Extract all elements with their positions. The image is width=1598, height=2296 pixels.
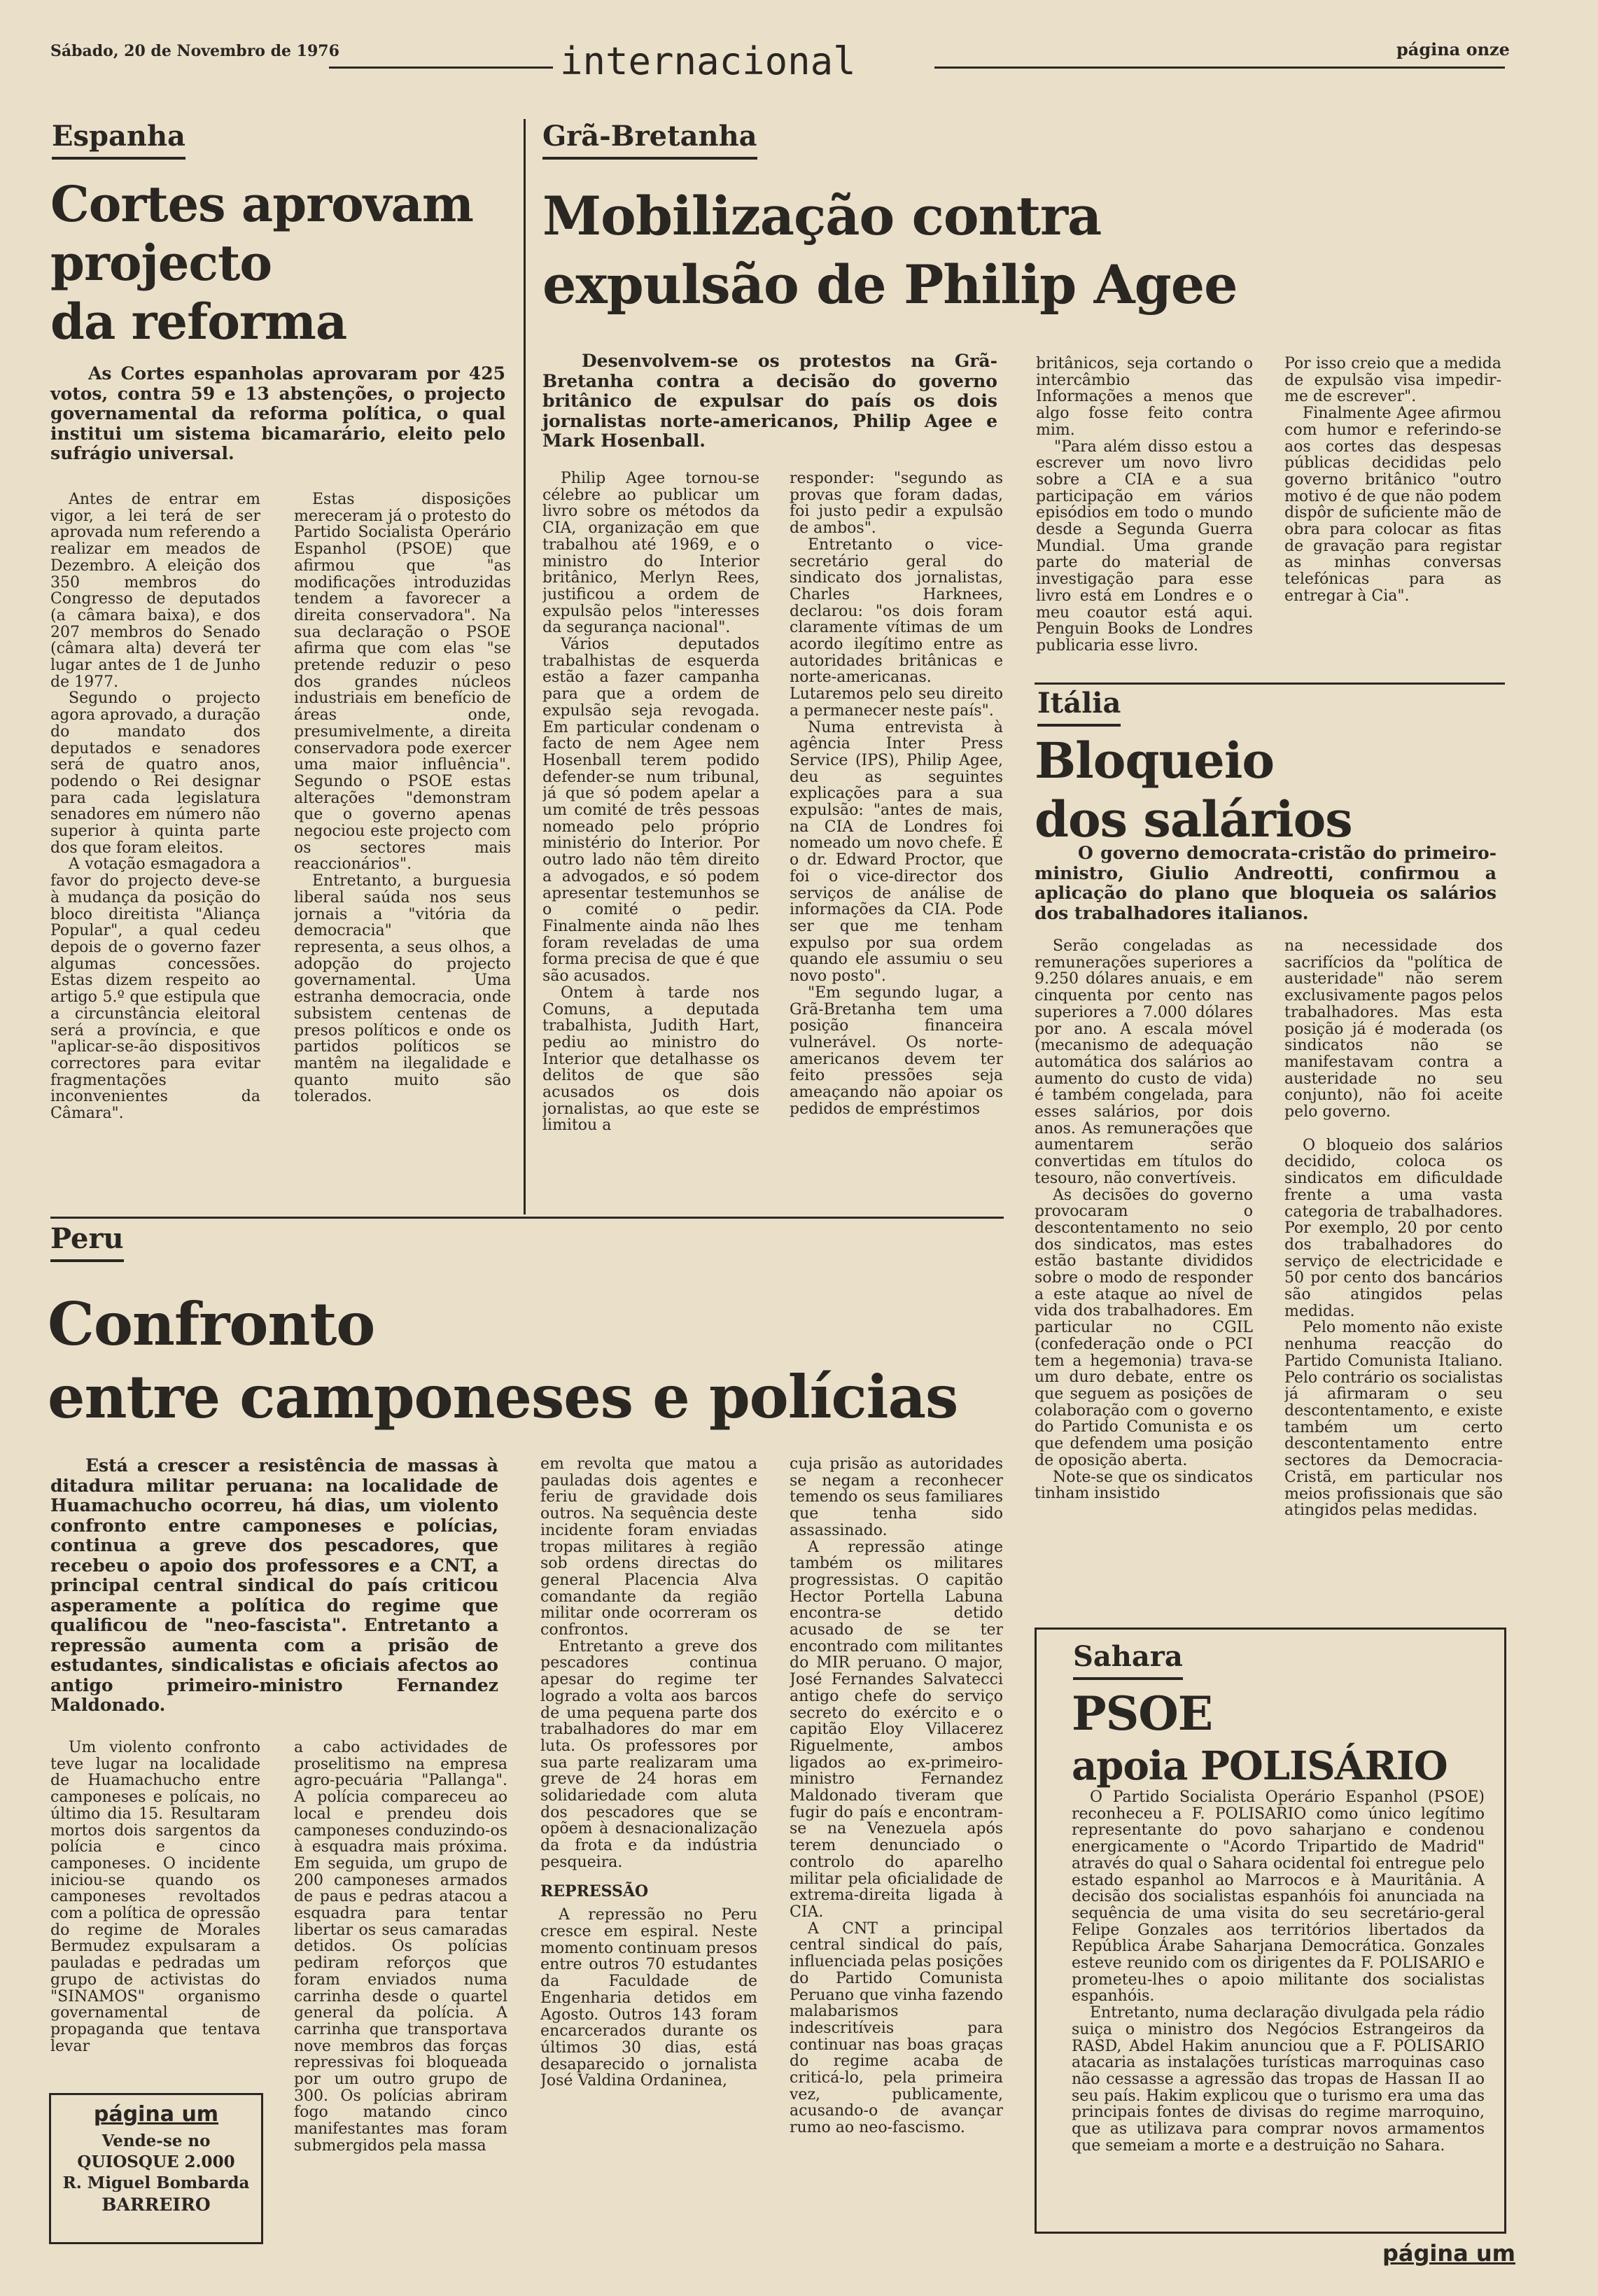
ad-line-4: BARREIRO — [101, 2194, 211, 2215]
peru-lead: Está a crescer a resistência de massas à ditadura militar peruana: na localidade de Huamachucho ocorreu, há dias, um violento confronto entre camponeses e polícias, continua a greve dos pescadores, que recebeu o apoio dos professores e a CNT, a principal central sindical do país criticou asperamente a política do regime que qualificou de "neo-fascista". Entretanto a repressão aumenta com a prisão de estudantes, sindicalistas e oficiais afectos ao antigo primeiro-ministro Fernandez Maldonado. — [50, 1455, 498, 1715]
paragraph: britânicos, seja cortando o intercâmbio das Informações a menos que algo fosse feito contra mim. — [1036, 356, 1253, 439]
paragraph: Entretanto, numa declaração divulgada pela rádio suiça o ministro dos Negócios Estrangeiros da RASD, Abdel Hakim anunciou que a F. POLISARIO atacaria as instalações turísticas marroquinas caso não cessasse a agressão das tropas de Hassan II ao seu país. Hakim explicou que o turismo era uma das principais fontes de divisas do regime marroquino, que as utilizava para comprar novos armamentos que semeiam a morte e a destruição no Sahara. — [1072, 2004, 1485, 2155]
peru-column-3 — [540, 1456, 757, 2254]
paragraph: Ontem à tarde nos Comuns, a deputada trabalhista, Judith Hart, pediu ao ministro do Interior que detalhasse os delitos de que são acusados os dois jornalistas, ao que este se limitou a — [542, 983, 759, 1135]
gra-bretanha-headline-line-2: expulsão de Philip Agee — [542, 253, 1238, 316]
paragraph: Numa entrevista à agência Inter Press Service (IPS), Philip Agee, deu as seguintes explicações para a sua expulsão: "antes de mais, na CIA de Londres foi nomeado um novo chefe. É o dr. Edward Proctor, que foi o vice-director dos serviços de análise de informações da CIA. Pode ser que me tenham expulso por sua ordem quando ele assumiu o seu novo posto". — [790, 718, 1003, 986]
paragraph: "Para além disso estou a escrever um novo livro sobre a CIA e a sua participação em vários episódios em todo o mundo desde a Segunda Guerra Mundial. Uma grande parte do material de investigação para esse livro está em Londres e o meu coautor está aqui. Penguin Books de Londres publicaria esse livro. — [1036, 438, 1253, 654]
paragraph: Philip Agee tornou-se célebre ao publicar um livro sobre os métodos da CIA, organização em que trabalhou até 1969, e o ministro do Interior britânico, Merlyn Rees, justificou a ordem de expulsão pelos "interesses da segurança nacional". — [542, 470, 759, 637]
italia-column-2 — [1284, 938, 1503, 1624]
paragraph: Vários deputados trabalhistas de esquerda estão a fazer campanha para que a ordem de expulsão seja revogada. Em particular condenam o facto de nem Agee nem Hosenball terem podido defender-se num tribunal, já que só podem apelar a um comité de três pessoas nomeado pelo próprio ministério do Interior. Por outro lado não têm direito a advogados, e só podem apresentar testemunhos se o comité o pedir. Finalmente ainda não lhes foram reveladas de uma forma precisa de que é que são acusados. — [542, 636, 759, 986]
paragraph: Finalmente Agee afirmou com humor e referindo-se aos cortes das despesas públicas decididas pelo governo britânico "outro motivo é de que não podem dispôr de suficiente mão de obra para colocar as fitas de gravação para registar as minhas conversas telefónicas para as entregar à Cia". — [1284, 405, 1501, 605]
paragraph: Entretanto, a burguesia liberal saúda nos seus jornais a "vitória da democracia" que representa, a seus olhos, a adopção do projecto governamental. Uma estranha democracia, onde subsistem centenas de presos políticos e onde os partidos políticos se mantêm na ilegalidade e quanto muito são tolerados. — [294, 872, 511, 1106]
page-number: página onze — [1396, 39, 1510, 59]
gra-bretanha-column-1 — [542, 470, 759, 1212]
espanha-column-2 — [294, 491, 511, 1212]
paragraph: Entretanto o vice-secretário geral do sindicato dos jornalistas, Charles Harknees, declarou: "os dois foram claramente vítimas de um acordo ilegítimo entre as autoridades britânicas e norte-americanas. Lutaremos pelo seu direito a permanecer neste país". — [790, 536, 1003, 720]
italia-column-1 — [1035, 938, 1253, 1624]
espanha-kicker: Espanha — [52, 119, 185, 160]
paragraph: A votação esmagadora a favor do projecto deve-se à mudança da posição do bloco direitista "Aliança Popular", a qual cedeu depois de o governo fazer algumas concessões. Estas dizem respeito ao artigo 5.º que estipula que a circunstância eleitoral será a província, e que "aplicar-se-ão dispositivos correctores para evitar fragmentações inconvenientes da Câmara". — [50, 855, 260, 1123]
paragraph: O bloqueio dos salários decidido, coloca os sindicatos em dificuldade frente a uma vasta categoria de trabalhadores. Por exemplo, 20 por cento dos trabalhadores do serviço de electricidade e 50 por cento dos bancários são atingidos pelas medidas. — [1284, 1136, 1503, 1320]
espanha-headline-line-1: Cortes aprovam — [50, 175, 473, 233]
paragraph: na necessidade dos sacrifícios da "política de austeridade" não serem exclusivamente pagos pelos trabalhadores. Mas esta posição já é moderada (os sindicatos não se manifestavam contra a austeridade no seu conjunto), não foi aceite pelo governo. — [1284, 938, 1503, 1121]
gra-bretanha-kicker: Grã-Bretanha — [542, 119, 757, 160]
peru-column-1 — [50, 1740, 260, 2076]
paragraph: em revolta que matou a pauladas dois agentes e feriu de gravidade dois outros. Na sequência deste incidente foram enviadas tropas militares à região sob ordens directas do general Placencia Alva comandante da região militar onde ocorreram os confrontos. — [540, 1456, 757, 1639]
paragraph: Por isso creio que a medida de expulsão visa impedir-me de escrever". — [1284, 356, 1501, 406]
section-rule-peru — [50, 1217, 1004, 1219]
sahara-box — [1035, 1628, 1506, 2234]
ad-line-1: Vende-se no — [101, 2132, 211, 2150]
gra-bretanha-column-4 — [1284, 356, 1501, 678]
paragraph: Um violento confronto teve lugar na localidade de Huamachucho entre camponeses e polícais, no último dia 15. Resultaram mortos dois sargentos da polícia e cinco camponeses. O incidente iniciou-se quando os camponeses revoltados com a política de opressão do regime de Morales Bermudez expulsaram a pauladas e pedradas um grupo de activistas do "SINAMOS" organismo governamental de propaganda que tentava levar — [50, 1740, 260, 2055]
section-title: internacional — [560, 39, 856, 83]
gra-bretanha-headline-line-1: Mobilização contra — [542, 185, 1102, 247]
paragraph: "Em segundo lugar, a Grã-Bretanha tem uma posição financeira vulnerável. Os norte-americanos devem ter feito pressões seja ameaçando não apoiar os pedidos de empréstimos — [790, 983, 1003, 1118]
paragraph: A repressão atinge também os militares progressistas. O capitão Hector Portella Labuna encontra-se detido acusado de se ter encontrado com militantes do MIR peruano. O major, José Fernandes Salvatecci antigo chefe do serviço secreto do exército e o capitão Eloy Villacerez Riguelmente, ambos ligados ao ex-primeiro-ministro Fernandez Maldonado tiveram que fugir do país e encontram-se na Venezuela após terem denunciado o controlo do aparelho militar pela oficialidade de extrema-direita ligada à CIA. — [790, 1538, 1003, 1921]
espanha-headline-line-3: da reforma — [50, 293, 347, 351]
paragraph: Note-se que os sindicatos tinham insistido — [1035, 1468, 1253, 1503]
paragraph: Segundo o projecto agora aprovado, a duração do mandato dos deputados e senadores será de quatro anos, podendo o Rei designar para cada legislatura senadores em número não superior à quinta parte dos que foram eleitos. — [50, 690, 260, 857]
gra-bretanha-column-2 — [790, 470, 1003, 1212]
peru-headline-line-1: Confronto — [48, 1289, 375, 1359]
italia-lead: O governo democrata-cristão do primeiro-ministro, Giulio Andreotti, confirmou a aplicação do plano que bloqueia os salários dos trabalhadores italianos. — [1035, 843, 1497, 923]
espanha-lead: As Cortes espanholas aprovaram por 425 votos, contra 59 e 13 abstenções, o projecto governamental da reforma política, o qual institui um sistema bicamarário, eleito pelo sufrágio universal. — [50, 363, 505, 463]
paragraph: a cabo actividades de proselitismo na empresa agro-pecuária "Pallanga". A polícia compareceu ao local e prendeu dois camponeses conduzindo-os à esquadra mais próxima. Em seguida, um grupo de 200 camponeses armados de paus e pedras atacou a esquadra para tentar libertar os seus camaradas detidos. Os polícias pediram reforços que foram enviados numa carrinha desde o quartel general da polícia. A carrinha que transportava nove membros das forças repressivas foi bloqueada por um outro grupo de 300. Os polícias abriram fogo matando cinco manifestantes mas foram submergidos pela massa — [294, 1740, 507, 2155]
paragraph: cuja prisão as autoridades se negam a reconhecer temendo os seus familiares que tenha sido assassinado. — [790, 1456, 1003, 1539]
ad-line-3: R. Miguel Bombarda — [62, 2174, 250, 2192]
peru-headline-line-2: entre camponeses e polícias — [48, 1362, 958, 1432]
paragraph: A CNT a principal central sindical do país, influenciada pelas posições do Partido Comunista Peruano que vinha fazendo malabarismos indescritíveis para continuar nas boas graças do regime acaba de criticá-lo, pela primeira vez, publicamente, acusando-o de avançar rumo ao neo-fascismo. — [790, 1919, 1003, 2137]
gra-bretanha-headline — [542, 182, 1238, 319]
paragraph: Pelo momento não existe nenhuma reacção do Partido Comunista Italiano. Pelo contrário os socialistas já afirmaram o seu descontentamento, e existe também um certo descontentamento entre sectores da Democracia-Cristã, em particular nos meios profissionais que são atingidos pelas medidas. — [1284, 1319, 1503, 1520]
ad-line-2: QUIOSQUE 2.000 — [77, 2152, 235, 2171]
header-rule-left — [329, 66, 553, 69]
paragraph: As decisões do governo provocaram o descontentamento no seio dos sindicatos, mas estes estão bastante divididos sobre o modo de responder a este ataque ao nível de vida dos trabalhadores. Em particular no CGIL (confederação onde o PCI tem a hegemonia) trava-se um duro debate, entre os que seguem as posições de colaboração com o governo do Partido Comunista e os que defendem uma posição de oposição aberta. — [1035, 1186, 1253, 1469]
peru-headline — [48, 1288, 958, 1434]
espanha-column-1 — [50, 491, 260, 1212]
paragraph: responder: "segundo as provas que foram dadas, foi justo pedir a expulsão de ambos". — [790, 470, 1003, 538]
italia-headline-line-1: Bloqueio — [1035, 732, 1275, 790]
sahara-kicker: Sahara — [1073, 1639, 1183, 1680]
gra-bretanha-column-3 — [1036, 356, 1253, 678]
repressao-subhead: REPRESSÃO — [540, 1882, 649, 1900]
paragraph: Serão congeladas as remunerações superiores a 9.250 dólares anuais, e em cinquenta por cento nas superiores a 7.000 dólares por ano. A escala móvel (mecanismo de adequação automática dos salários ao aumento do custo de vida) é também congelada, para esses salários, por dois anos. As remunerações que aumentarem serão convertidas em títulos do tesouro, não convertíveis. — [1035, 938, 1253, 1187]
ad-title: página um — [93, 2102, 219, 2127]
sahara-headline-line-2: apoia POLISÁRIO — [1072, 1743, 1448, 1789]
paragraph: Estas disposições mereceram já o protesto do Partido Socialista Operário Espanhol (PSOE) que afirmou que "as modificações introduzidas tendem a favorecer a direita conservadora". Na sua declaração o PSOE afirma que com elas "se pretende reduzir o peso dos grandes núcleos industriais em benefício de áreas onde, presumivelmente, a direita conservadora pode exercer uma maior influência". Segundo o PSOE estas alterações "demonstram que o governo apenas negociou este projecto com os sectores mais reaccionários". — [294, 491, 511, 874]
paragraph: A repressão no Peru cresce em espiral. Neste momento continuam presos entre outros 70 estudantes da Faculdade de Engenharia detidos em Agosto. Outros 143 foram encarcerados durante os últimos 30 dias, está desaparecido o jornalista José Valdina Ordaninea, — [540, 1906, 757, 2090]
italia-headline — [1035, 732, 1352, 849]
sahara-headline-line-1: PSOE — [1072, 1686, 1213, 1741]
sahara-headline — [1072, 1686, 1448, 1791]
italia-kicker: Itália — [1037, 686, 1121, 727]
paragraph: Entretanto a greve dos pescadores continua apesar do regime ter logrado a volta aos barcos de uma pequena parte dos trabalhadores do mar em luta. Os professores por sua parte realizaram uma greve de 24 horas em solidariedade com aluta dos pescadores que se opõem à desnacionalização da frota e da indústria pesqueira. — [540, 1637, 757, 1871]
peru-kicker: Peru — [50, 1222, 124, 1262]
section-rule-italia — [1035, 682, 1505, 685]
column-divider — [524, 119, 526, 1214]
header-rule-right — [934, 66, 1505, 69]
paragraph: Antes de entrar em vigor, a lei terá de ser aprovada num referendo a realizar em meados de Dezembro. A eleição dos 350 membros do Congresso de deputados (a câmara baixa), e dos 207 membros do Senado (câmara alta) deverá ter lugar antes de 1 de Junho de 1977. — [50, 491, 260, 691]
espanha-headline — [50, 175, 473, 351]
footer-logo: página um — [1382, 2240, 1516, 2267]
espanha-headline-line-2: projecto — [50, 234, 272, 292]
paragraph: O Partido Socialista Operário Espanhol (PSOE) reconheceu a F. POLISARIO como único legítimo representante do povo saharjano e condenou energicamente o "Acordo Tripartido de Madrid" através do qual o Sahara ocidental foi entregue pelo estado espanhol ao Marrocos e à Mauritânia. A decisão dos socialistas espanhóis foi anunciada na sequência de uma visita do seu secretário-geral Felipe Gonzales aos territórios libertados da República Árabe Saharjana Democrática. Gonzales esteve reunido com os dirigentes da F. POLISARIO e prometeu-lhes o apoio militante dos socialistas espanhóis. — [1072, 1789, 1485, 2005]
header-date: Sábado, 20 de Novembro de 1976 — [50, 42, 339, 60]
peru-column-4 — [790, 1456, 1003, 2254]
peru-column-2 — [294, 1740, 507, 2250]
gra-bretanha-lead: Desenvolvem-se os protestos na Grã-Bretanha contra a decisão do governo britânico de expulsar do país os dois jornalistas norte-americanos, Philip Agee e Mark Hosenball. — [542, 351, 997, 451]
italia-headline-line-2: dos salários — [1035, 790, 1352, 848]
sahara-body — [1072, 1789, 1485, 2216]
newsstand-ad-box — [49, 2093, 263, 2244]
